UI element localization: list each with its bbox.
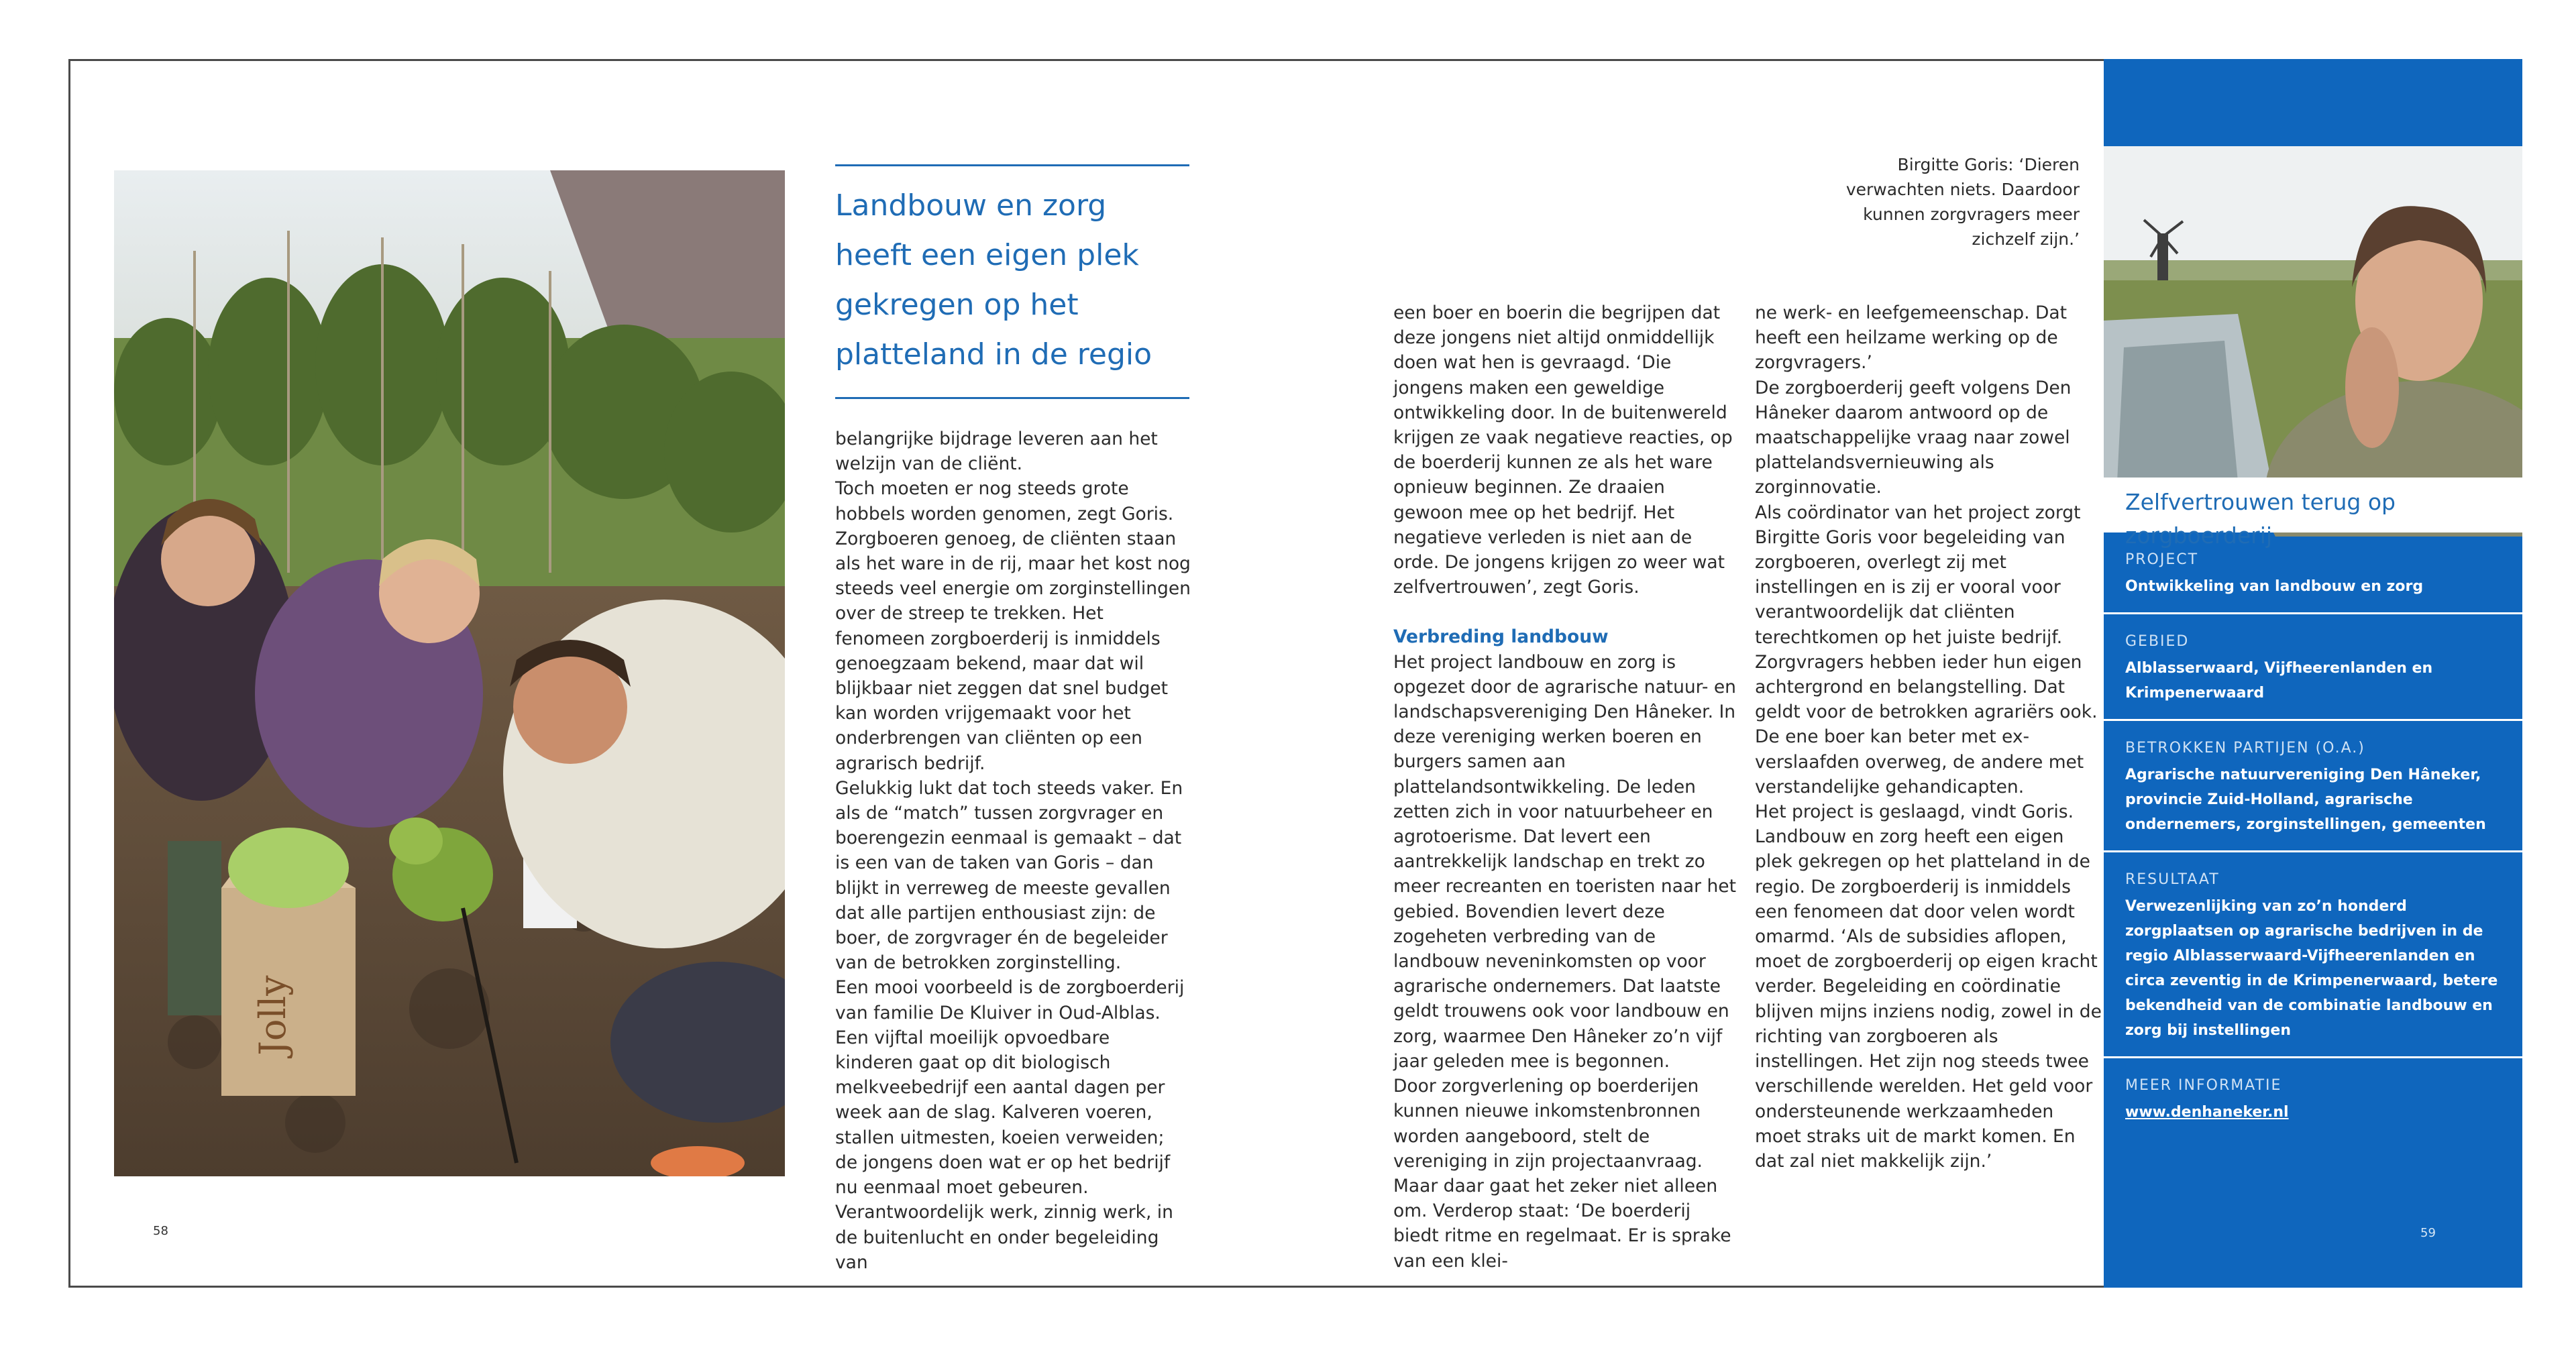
box-label: Jolly [252, 975, 294, 1056]
info-block-resultaat [2104, 852, 2522, 1058]
paragraph: Als coördinator van het project zorgt Birgitte Goris voor begeleiding van zorgboeren, overlegt zij met instellingen en is zij er vooral voor verantwoordelijk dat cliënten terechtkomen op het juiste bedrijf. Zorgvragers hebben ieder hun eigen achtergrond en belangstelling. Dat geldt voor de betrokken agrariërs ook. De ene boer kan beter met ex-verslaafden overweg, de andere met verstandelijke gehandicapten. [1755, 502, 2098, 797]
page-number-right: 59 [2420, 1226, 2436, 1240]
paragraph: Het project is geslaagd, vindt Goris. Landbouw en zorg heeft een eigen plek gekregen op het platteland in de regio. De zorgboerderij is inmiddels een fenomeen dat door velen wordt omarmd. ‘Als de subsidies aflopen, moet de zorgboerderij op eigen kracht verder. Begeleiding en coördinatie blijven mijns inziens nodig, zowel in de richting van zorgboeren als instellingen. Het zijn nog steeds twee verschillende werelden. Het geld voor ondersteunende werkzaamheden moet straks uit de markt komen. En dat zal niet makkelijk zijn.’ [1755, 801, 2102, 1172]
info-block-meer-informatie [2104, 1058, 2522, 1138]
paragraph: ne werk- en leefgemeenschap. Dat heeft een heilzame werking op de zorgvragers.’ [1755, 302, 2068, 374]
photo-caption: Birgitte Goris: ‘Dieren verwachten niets. Daardoor kunnen zorgvragers meer zichzelf zijn.’ [1845, 155, 2080, 249]
paragraph: Het project landbouw en zorg is opgezet door de agrarische natuur- en landschapsvereniging Den Hâneker. In deze vereniging werken boeren en burgers samen aan plattelandsontwikkeling. De leden zetten zich in voor natuurbeheer en agrotoerisme. Dat levert een aantrekkelijk landschap en trekt zo meer recreanten en toeristen naar het gebied. Bovendien levert deze zogeheten verbreding van de landbouw neveninkomsten op voor agrarische ondernemers. Dat laatste geldt trouwens ook voor landbouw en zorg, waarmee Den Hâneker zo’n vijf jaar geleden mee is begonnen. [1393, 651, 1736, 1072]
sidebar-title: Zelfvertrouwen terug op zorgboerderij [2125, 489, 2396, 549]
subheading: Verbreding landbouw [1393, 626, 1609, 648]
paragraph: Gelukkig lukt dat toch steeds vaker. En als de “match” tussen zorgvrager en boerengezin eenmaal is gemaakt – dat is een van de taken van Goris – dan blijkt in verreweg de meeste gevallen dat alle partijen enthousiast zijn: de boer, de zorgvrager én de begeleider van de betrokken zorginstelling. [835, 777, 1183, 974]
info-sidebar [2104, 59, 2522, 1288]
info-value: Alblasserwaard, Vijfheerenlanden en Krimpenerwaard [2125, 660, 2433, 702]
info-value: Ontwikkeling van landbouw en zorg [2125, 578, 2424, 595]
info-block-partijen [2104, 721, 2522, 852]
website-link[interactable]: www.denhaneker.nl [2125, 1104, 2289, 1121]
text-column-3 [1755, 300, 2104, 1174]
info-label: BETROKKEN PARTIJEN (O.A.) [2125, 740, 2365, 756]
info-block-gebied [2104, 614, 2522, 721]
paragraph: Door zorgverlening op boerderijen kunnen nieuwe inkomstenbronnen worden aangeboord, stelt de vereniging in zijn projectaanvraag. Maar daar gaat het zeker niet alleen om. Verderop staat: ‘De boerderij biedt ritme en regelmaat. Er is sprake van een klei- [1393, 1076, 1731, 1272]
info-label: PROJECT [2125, 551, 2199, 568]
headline: Landbouw en zorg heeft een eigen plek gekregen op het platteland in de regio [835, 188, 1152, 372]
info-label: RESULTAAT [2125, 871, 2220, 888]
paragraph: belangrijke bijdrage leveren aan het welzijn van de cliënt. [835, 429, 1158, 475]
info-block-project [2104, 532, 2522, 614]
paragraph: een boer en boerin die begrijpen dat deze jongens niet altijd onmiddellijk doen wat hen is gevraagd. ‘Die jongens maken een geweldige ontwikkeling door. In de buitenwereld krijgen ze vaak negatieve reacties, op de boerderij kunnen ze als het ware opnieuw beginnen. Ze draaien gewoon mee op het bedrijf. Het negatieve verleden is niet aan de orde. De jongens krijgen zo weer wat zelfvertrouwen’, zegt Goris. [1393, 302, 1733, 598]
project-info [2104, 532, 2522, 1138]
text-column-1 [835, 427, 1191, 1275]
gardening-photo [114, 170, 785, 1176]
info-label: MEER INFORMATIE [2125, 1077, 2282, 1094]
paragraph: Toch moeten er nog steeds grote hobbels worden genomen, zegt Goris. Zorgboeren genoeg, de cliënten staan als het ware in de rij, maar het kost nog steeds veel energie om zorginstellingen over de streep te trekken. Het fenomeen zorgboerderij is inmiddels genoegzaam bekend, maar dat wil blijkbaar niet zeggen dat snel budget kan worden vrijgemaakt voor het onderbrengen van cliënten op een agrarisch bedrijf. [835, 478, 1191, 774]
paragraph: De zorgboerderij geeft volgens Den Hâneker daarom antwoord op de maatschappelijke vraag naar zowel plattelandsvernieuwing als zorginnovatie. [1755, 377, 2072, 498]
info-value: Verwezenlijking van zo’n honderd zorgplaatsen op agrarische bedrijven in de regio Alblasserwaard-Vijfheerenlanden en circa zeventig in de Krimpenerwaard, betere bekendheid van de combinatie landbouw en zorg bij instellingen [2125, 898, 2498, 1039]
headline-block [835, 164, 1189, 399]
info-value: Agrarische natuurvereniging Den Hâneker, provincie Zuid-Holland, agrarische ondernemers, zorginstellingen, gemeenten [2125, 767, 2486, 833]
paragraph: Een mooi voorbeeld is de zorgboerderij van familie De Kluiver in Oud-Alblas. Een vijftal moeilijk opvoedbare kinderen gaat op dit biologisch melkveebedrijf een aantal dagen per week aan de slag. Kalveren voeren, stallen uitmesten, koeien verweiden; de jongens doen wat er op het bedrijf nu eenmaal moet gebeuren. Verantwoordelijk werk, zinnig werk, in de buitenlucht en onder begeleiding van [835, 977, 1185, 1273]
page-number-left: 58 [153, 1224, 168, 1238]
text-column-2 [1393, 300, 1739, 1274]
info-label: GEBIED [2125, 633, 2190, 650]
